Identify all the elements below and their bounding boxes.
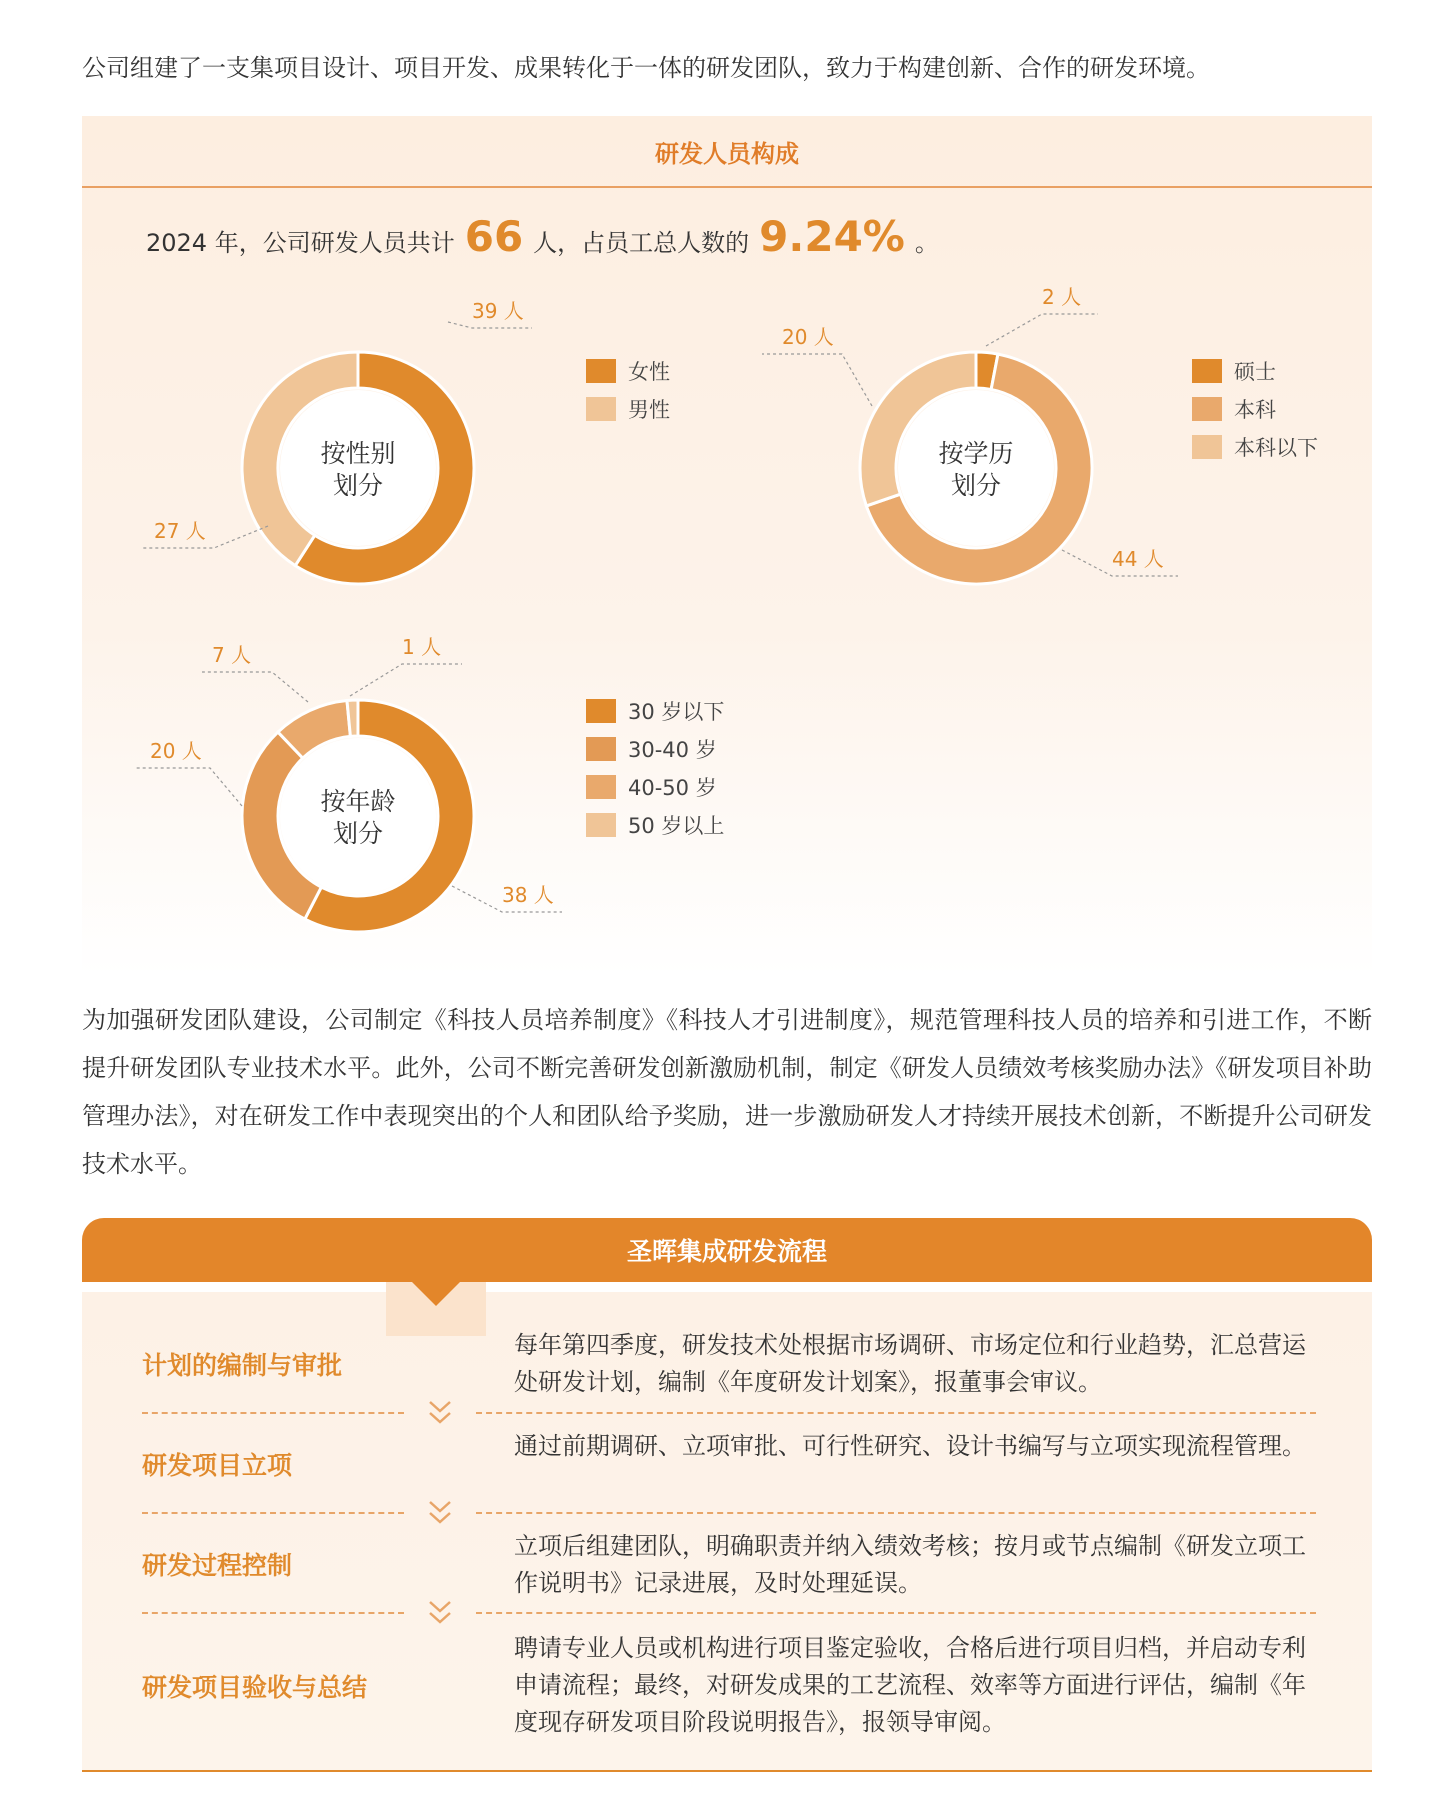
legend-swatch <box>1192 397 1222 421</box>
leader-line <box>986 314 1098 346</box>
legend-item <box>586 806 724 844</box>
legend-label: 本科以下 <box>1234 436 1318 460</box>
rd-team-paragraph: 为加强研发团队建设，公司制定《科技人员培养制度》《科技人才引进制度》，规范管理科技人员的培养和引进工作，不断提升研发团队专业技术水平。此外，公司不断完善研发创新激励机制，制定《研发人员绩效考核奖励办法》《研发项目补助管理办法》，对在研发工作中表现突出的个人和团队给予奖励，进一步激励研发人才持续开展技术创新，不断提升公司研发技术水平。 <box>82 1006 1372 1178</box>
donut-center <box>280 390 436 546</box>
step-title-4: 研发项目验收与总结 <box>142 1673 368 1702</box>
legend-gender <box>586 352 670 428</box>
donut-center-label: 划分 <box>332 819 384 848</box>
double-chevron-down-icon <box>422 1496 458 1532</box>
step-desc-2: 通过前期调研、立项审批、可行性研究、设计书编写与立项实现流程管理。 <box>514 1432 1306 1460</box>
legend-item <box>586 730 724 768</box>
step-divider <box>476 1512 1316 1514</box>
legend-label: 女性 <box>628 360 670 384</box>
legend-item <box>586 768 724 806</box>
data-label: 44 人 <box>1112 547 1164 571</box>
summary-percentage: 9.24% <box>759 212 905 261</box>
donut-center-label: 按年龄 <box>320 787 396 816</box>
donut-center-label: 划分 <box>332 471 384 500</box>
legend-label: 硕士 <box>1234 360 1276 384</box>
legend-label: 50 岁以上 <box>628 814 725 838</box>
rd-composition-panel <box>82 116 1372 976</box>
step-divider <box>142 1412 404 1414</box>
leader-line <box>136 768 242 806</box>
legend-education <box>1192 352 1318 466</box>
step-title-2: 研发项目立项 <box>142 1451 293 1480</box>
step-divider <box>476 1412 1316 1414</box>
double-chevron-down-icon <box>422 1596 458 1632</box>
legend-swatch <box>1192 435 1222 459</box>
legend-label: 30-40 岁 <box>628 738 717 762</box>
legend-item <box>586 352 670 390</box>
legend-swatch <box>586 813 616 837</box>
double-chevron-down-icon <box>422 1396 458 1432</box>
data-label: 39 人 <box>472 299 524 323</box>
legend-item <box>1192 428 1318 466</box>
step-desc-1: 每年第四季度，研发技术处根据市场调研、市场定位和行业趋势，汇总营运处研发计划，编制《年度研发计划案》，报董事会审议。 <box>514 1331 1306 1396</box>
donut-center <box>898 390 1054 546</box>
donut-center-label: 按学历 <box>938 439 1014 468</box>
summary-count: 66 <box>464 212 524 261</box>
intro-text: 公司组建了一支集项目设计、项目开发、成果转化于一体的研发团队，致力于构建创新、合作的研发环境。 <box>82 54 1210 82</box>
leader-line <box>762 354 872 406</box>
donut-charts <box>82 116 1372 976</box>
step-desc-3: 立项后组建团队，明确职责并纳入绩效考核；按月或节点编制《研发立项工作说明书》记录进展，及时处理延误。 <box>514 1532 1306 1597</box>
step-divider <box>476 1612 1316 1614</box>
legend-item <box>586 390 670 428</box>
legend-swatch <box>586 359 616 383</box>
process-title: 圣晖集成研发流程 <box>626 1237 827 1266</box>
summary-mid: 人，占员工总人数的 <box>533 229 750 257</box>
donut-center-label: 划分 <box>950 471 1002 500</box>
legend-swatch <box>586 775 616 799</box>
process-header <box>82 1218 1372 1282</box>
legend-age <box>586 692 724 844</box>
down-arrow-icon <box>412 1282 460 1306</box>
step-desc-4: 聘请专业人员或机构进行项目鉴定验收，合格后进行项目归档，并启动专利申请流程；最终，对研发成果的工艺流程、效率等方面进行评估，编制《年度现存研发项目阶段说明报告》，报领导审阅。 <box>514 1634 1306 1736</box>
data-label: 38 人 <box>502 883 554 907</box>
data-label: 20 人 <box>150 739 202 763</box>
data-label: 7 人 <box>212 643 252 667</box>
step-divider <box>142 1512 404 1514</box>
donut-center <box>280 738 436 894</box>
legend-swatch <box>586 699 616 723</box>
panel-title: 研发人员构成 <box>655 140 799 168</box>
legend-swatch <box>586 397 616 421</box>
legend-label: 40-50 岁 <box>628 776 717 800</box>
summary-suffix: 。 <box>914 229 939 257</box>
data-label: 1 人 <box>402 635 442 659</box>
step-divider <box>142 1612 404 1614</box>
donut-center-label: 按性别 <box>320 439 396 468</box>
legend-item <box>586 692 724 730</box>
step-title-1: 计划的编制与审批 <box>142 1351 343 1380</box>
legend-item <box>1192 352 1318 390</box>
step-title-3: 研发过程控制 <box>142 1551 293 1580</box>
leader-line <box>350 664 462 696</box>
rd-process-section <box>82 1218 1372 1770</box>
legend-label: 男性 <box>628 398 670 422</box>
legend-item <box>1192 390 1318 428</box>
donut-slice <box>347 700 358 736</box>
data-label: 20 人 <box>782 325 834 349</box>
data-label: 27 人 <box>154 519 206 543</box>
summary-prefix: 2024 年，公司研发人员共计 <box>146 229 455 257</box>
legend-swatch <box>586 737 616 761</box>
leader-line <box>202 672 308 702</box>
data-label: 2 人 <box>1042 285 1082 309</box>
legend-label: 本科 <box>1234 398 1276 422</box>
legend-swatch <box>1192 359 1222 383</box>
legend-label: 30 岁以下 <box>628 700 725 724</box>
